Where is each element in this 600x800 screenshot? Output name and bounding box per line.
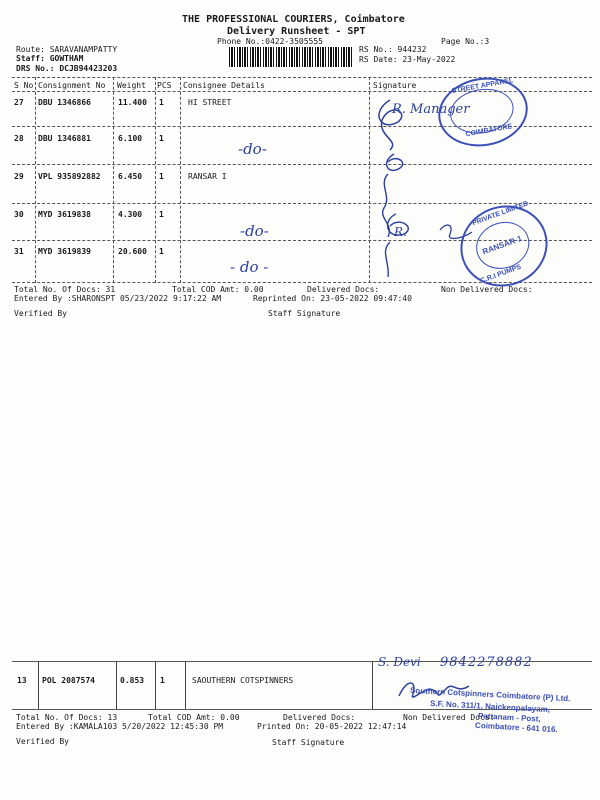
- staff-name: Staff: GOWTHAM: [16, 54, 84, 63]
- staff-signature: Staff Signature: [268, 309, 341, 318]
- row-pcs: 1: [159, 172, 164, 181]
- verified-by: Verified By: [14, 309, 67, 318]
- total-cod: Total COD Amt: 0.00: [172, 285, 264, 294]
- ditto-mark: -do-: [240, 222, 269, 240]
- row-consignee: HI STREET: [188, 98, 232, 107]
- header-pcs: PCS: [157, 81, 172, 90]
- rs-date: RS Date: 23-May-2022: [359, 55, 456, 64]
- column-divider: [180, 77, 181, 283]
- stamp-top-text: STREET APPAREL: [451, 77, 514, 96]
- delivered-docs: Delivered Docs:: [283, 713, 356, 722]
- row-weight: 4.300: [118, 210, 143, 219]
- drs-number: DRS No.: DCJB94423203: [16, 64, 118, 73]
- row-consignment: VPL 935892882: [38, 172, 101, 181]
- signature-stroke: [387, 154, 403, 170]
- non-delivered-docs: Non Delivered Docs:: [441, 285, 533, 294]
- row-consignment: MYD 3619839: [38, 247, 91, 256]
- verified-by: Verified By: [16, 737, 69, 746]
- document-title: Delivery Runsheet - SPT: [227, 26, 366, 37]
- row-weight: 6.450: [118, 172, 143, 181]
- header-signature: Signature: [373, 81, 417, 90]
- row-consignee: RANSAR I: [188, 172, 227, 181]
- row-pcs: 1: [159, 247, 164, 256]
- column-divider: [116, 661, 117, 709]
- row-sno: 29: [14, 172, 24, 181]
- column-divider: [38, 661, 39, 709]
- stamp-inner-text: RANSAR-1: [481, 233, 524, 257]
- stamp-top-text: PRIVATE LIMITED: [471, 200, 530, 228]
- header-sno: S No: [14, 81, 34, 90]
- company-name: THE PROFESSIONAL COURIERS, Coimbatore: [182, 14, 405, 25]
- row-sno: 13: [17, 676, 27, 685]
- total-docs: Total No. Of Docs: 31: [14, 285, 116, 294]
- column-divider: [155, 661, 156, 709]
- stamp-bottom-text: COIMBATORE: [465, 123, 513, 139]
- company-stamp-line2: S.F. No. 311/1, Naickenpalayam,: [429, 698, 551, 715]
- total-cod: Total COD Amt: 0.00: [148, 713, 240, 722]
- row-weight: 0.853: [120, 676, 145, 685]
- row-sno: 31: [14, 247, 24, 256]
- reprinted-on: Reprinted On: 23-05-2022 09:47:40: [253, 294, 412, 303]
- column-divider: [35, 77, 36, 283]
- header-weight: Weight: [117, 81, 146, 90]
- row-consignment: DBU 1346866: [38, 98, 91, 107]
- receiver-name: S. Devi: [378, 655, 421, 669]
- row-pcs: 1: [159, 98, 164, 107]
- staff-signature: Staff Signature: [272, 738, 345, 747]
- company-stamp-line3: Pattanam - Post,: [477, 711, 541, 724]
- row-consignment: MYD 3619838: [38, 210, 91, 219]
- ditto-mark: -do-: [238, 140, 267, 158]
- row-consignee: SAOUTHERN COTSPINNERS: [192, 676, 294, 685]
- row-pcs: 1: [159, 210, 164, 219]
- stamp-side-text: C.R.I PUMPS: [479, 263, 523, 285]
- header-consignment: Consignment No: [38, 81, 106, 90]
- printed-on: Printed On: 20-05-2022 12:47:14: [257, 722, 407, 731]
- ditto-mark: - do -: [230, 258, 269, 276]
- row-consignment: POL 2087574: [42, 676, 95, 685]
- row-weight: 11.400: [118, 98, 147, 107]
- row-sno: 28: [14, 134, 24, 143]
- barcode: [229, 47, 352, 67]
- signature-initial: R.: [394, 225, 407, 239]
- phone-number: Phone No.:0422-3505555: [217, 37, 323, 46]
- column-divider: [372, 661, 373, 709]
- row-weight: 20.600: [118, 247, 147, 256]
- entered-by: Entered By :SHARONSPT 05/23/2022 9:17:22 AM: [14, 294, 222, 303]
- row-pcs: 1: [160, 676, 165, 685]
- entered-by: Entered By :KAMALA103 5/20/2022 12:45:30 PM: [16, 722, 224, 731]
- column-divider: [155, 77, 156, 283]
- page-number: Page No.:3: [441, 37, 490, 46]
- row-sno: 30: [14, 210, 24, 219]
- non-delivered-docs: Non Delivered Docs:: [403, 713, 495, 722]
- delivered-docs: Delivered Docs:: [307, 285, 380, 294]
- signature-name: R. Manager: [392, 102, 470, 117]
- receiver-phone: 9842278882: [440, 655, 533, 670]
- row-weight: 6.100: [118, 134, 143, 143]
- total-docs: Total No. Of Docs: 13: [16, 713, 118, 722]
- column-divider: [185, 661, 186, 709]
- row-consignment: DBU 1346881: [38, 134, 91, 143]
- signature-stroke: [385, 242, 390, 277]
- row-sno: 27: [14, 98, 24, 107]
- company-stamp-line1: Southern Cotspinners Coimbatore (P) Ltd.: [409, 685, 571, 704]
- rs-number: RS No.: 944232: [359, 45, 427, 54]
- header-consignee: Consignee Details: [183, 81, 265, 90]
- column-divider: [113, 77, 114, 283]
- row-pcs: 1: [159, 134, 164, 143]
- company-stamp-line4: Coimbatore - 641 016.: [474, 720, 558, 735]
- route: Route: SARAVANAMPATTY: [16, 45, 118, 54]
